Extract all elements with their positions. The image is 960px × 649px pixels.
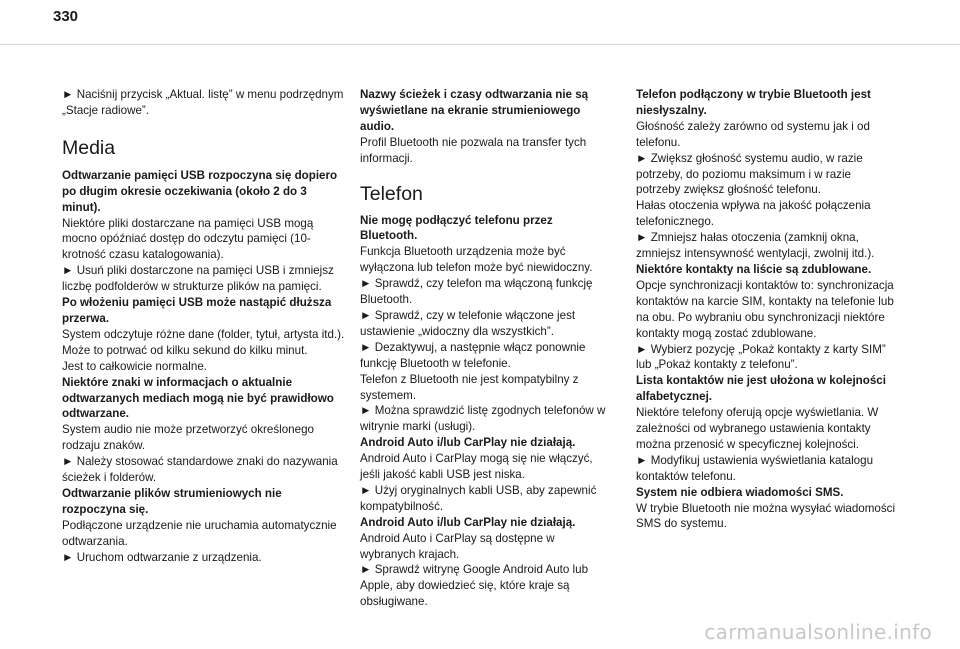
faq-action: ► Dezaktywuj, a następnie włącz ponownie funkcję Bluetooth w telefonie.	[360, 340, 586, 370]
faq-answer: Niektóre pliki dostarczane na pamięci USB mogą mocno opóźniać dostęp do odczytu pamięci (10-krotność czasu katalogowania).	[62, 216, 314, 262]
faq-question: Odtwarzanie pamięci USB rozpoczyna się dopiero po długim okresie oczekiwania (około 2 do 3 minut).	[62, 168, 338, 214]
page-number: 330	[53, 8, 79, 25]
faq-answer: Android Auto i CarPlay mogą się nie włączyć, jeśli jakość kabli USB jest niska.	[360, 452, 593, 482]
faq-answer: Podłączone urządzenie nie uruchamia automatycznie odtwarzania.	[62, 518, 337, 548]
faq-answer: Profil Bluetooth nie pozwala na transfer tych informacji.	[360, 135, 587, 165]
faq-note: Hałas otoczenia wpływa na jakość połączenia telefonicznego.	[636, 199, 871, 229]
faq-answer: Opcje synchronizacji kontaktów to: synchronizacja kontaktów na karcie SIM, kontakty na telefonie lub na obu. Po wybraniu obu synchronizacji niektóre kontakty mogą zostać zdublowane.	[636, 278, 894, 340]
faq-action: ► Sprawdź, czy w telefonie włączone jest ustawienie „widoczny dla wszystkich”.	[360, 308, 576, 338]
faq-action: ► Sprawdź witrynę Google Android Auto lub Apple, aby dowiedzieć się, które kraje są obsługiwane.	[360, 563, 589, 609]
faq-action: ► Zwiększ głośność systemu audio, w razie potrzeby, do poziomu maksimum i w razie potrzeby zwiększ głośność telefonu.	[636, 151, 863, 197]
faq-note: Jest to całkowicie normalne.	[62, 359, 207, 373]
faq-answer: System audio nie może przetworzyć określonego rodzaju znaków.	[62, 423, 314, 453]
faq-question: System nie odbiera wiadomości SMS.	[636, 485, 844, 499]
faq-action: ► Modyfikuj ustawienia wyświetlania katalogu kontaktów telefonu.	[636, 453, 874, 483]
faq-question: Nie mogę podłączyć telefonu przez Bluetooth.	[360, 213, 553, 243]
faq-question: Lista kontaktów nie jest ułożona w kolejności alfabetycznej.	[636, 374, 886, 404]
column-2	[360, 87, 612, 610]
faq-action: ► Można sprawdzić listę zgodnych telefonów w witrynie marki (usługi).	[360, 404, 606, 434]
faq-question: Android Auto i/lub CarPlay nie działają.	[360, 515, 576, 529]
faq-action: ► Użyj oryginalnych kabli USB, aby zapewnić kompatybilność.	[360, 483, 597, 513]
faq-action: ► Usuń pliki dostarczone na pamięci USB i zmniejsz liczbę podfolderów w strukturze plików na pamięci.	[62, 264, 334, 294]
faq-answer: Android Auto i CarPlay są dostępne w wybranych krajach.	[360, 531, 555, 561]
faq-action: ► Zmniejsz hałas otoczenia (zamknij okna, zmniejsz intensywność wentylacji, zwolnij itd.).	[636, 231, 875, 261]
faq-question: Nazwy ścieżek i czasy odtwarzania nie są wyświetlane na ekranie strumieniowego audio.	[360, 88, 589, 133]
faq-answer: Funkcja Bluetooth urządzenia może być wyłączona lub telefon może być niewidoczny.	[360, 245, 593, 275]
faq-answer: W trybie Bluetooth nie można wysyłać wiadomości SMS do systemu.	[636, 501, 896, 531]
faq-answer: System odczytuje różne dane (folder, tytuł, artysta itd.). Może to potrwać od kilku sekund do kilku minut.	[62, 327, 345, 357]
faq-action: ► Uruchom odtwarzanie z urządzenia.	[62, 550, 262, 564]
intro-instruction: ► Naciśnij przycisk „Aktual. listę” w menu podrzędnym „Stacje radiowe”.	[62, 88, 344, 117]
faq-question: Niektóre kontakty na liście są zdublowane.	[636, 262, 872, 276]
faq-question: Niektóre znaki w informacjach o aktualnie odtwarzanych mediach mogą nie być prawidłowo odtwarzane.	[62, 375, 334, 421]
faq-action: ► Sprawdź, czy telefon ma włączoną funkcję Bluetooth.	[360, 277, 593, 307]
watermark: carmanualsonline.info	[704, 620, 932, 644]
faq-question: Odtwarzanie plików strumieniowych nie rozpoczyna się.	[62, 486, 282, 516]
faq-question: Po włożeniu pamięci USB może nastąpić dłuższa przerwa.	[62, 296, 332, 325]
section-heading-media: Media	[62, 136, 116, 159]
faq-action: ► Należy stosować standardowe znaki do nazywania ścieżek i folderów.	[62, 455, 338, 485]
column-3	[636, 87, 896, 532]
section-heading-telefon: Telefon	[360, 182, 423, 205]
header-divider	[0, 44, 960, 45]
faq-note: Telefon z Bluetooth nie jest kompatybilny z systemem.	[360, 372, 579, 402]
faq-answer: Niektóre telefony oferują opcje wyświetlania. W zależności od wybranego ustawienia kontakty można przenosić w specyficznej kolejności.	[636, 406, 879, 451]
column-1	[62, 87, 347, 565]
faq-answer: Głośność zależy zarówno od systemu jak i od telefonu.	[636, 119, 870, 149]
faq-action: ► Wybierz pozycję „Pokaż kontakty z karty SIM” lub „Pokaż kontakty z telefonu”.	[636, 342, 886, 372]
faq-question: Telefon podłączony w trybie Bluetooth jest niesłyszalny.	[636, 88, 871, 117]
faq-question: Android Auto i/lub CarPlay nie działają.	[360, 436, 576, 450]
